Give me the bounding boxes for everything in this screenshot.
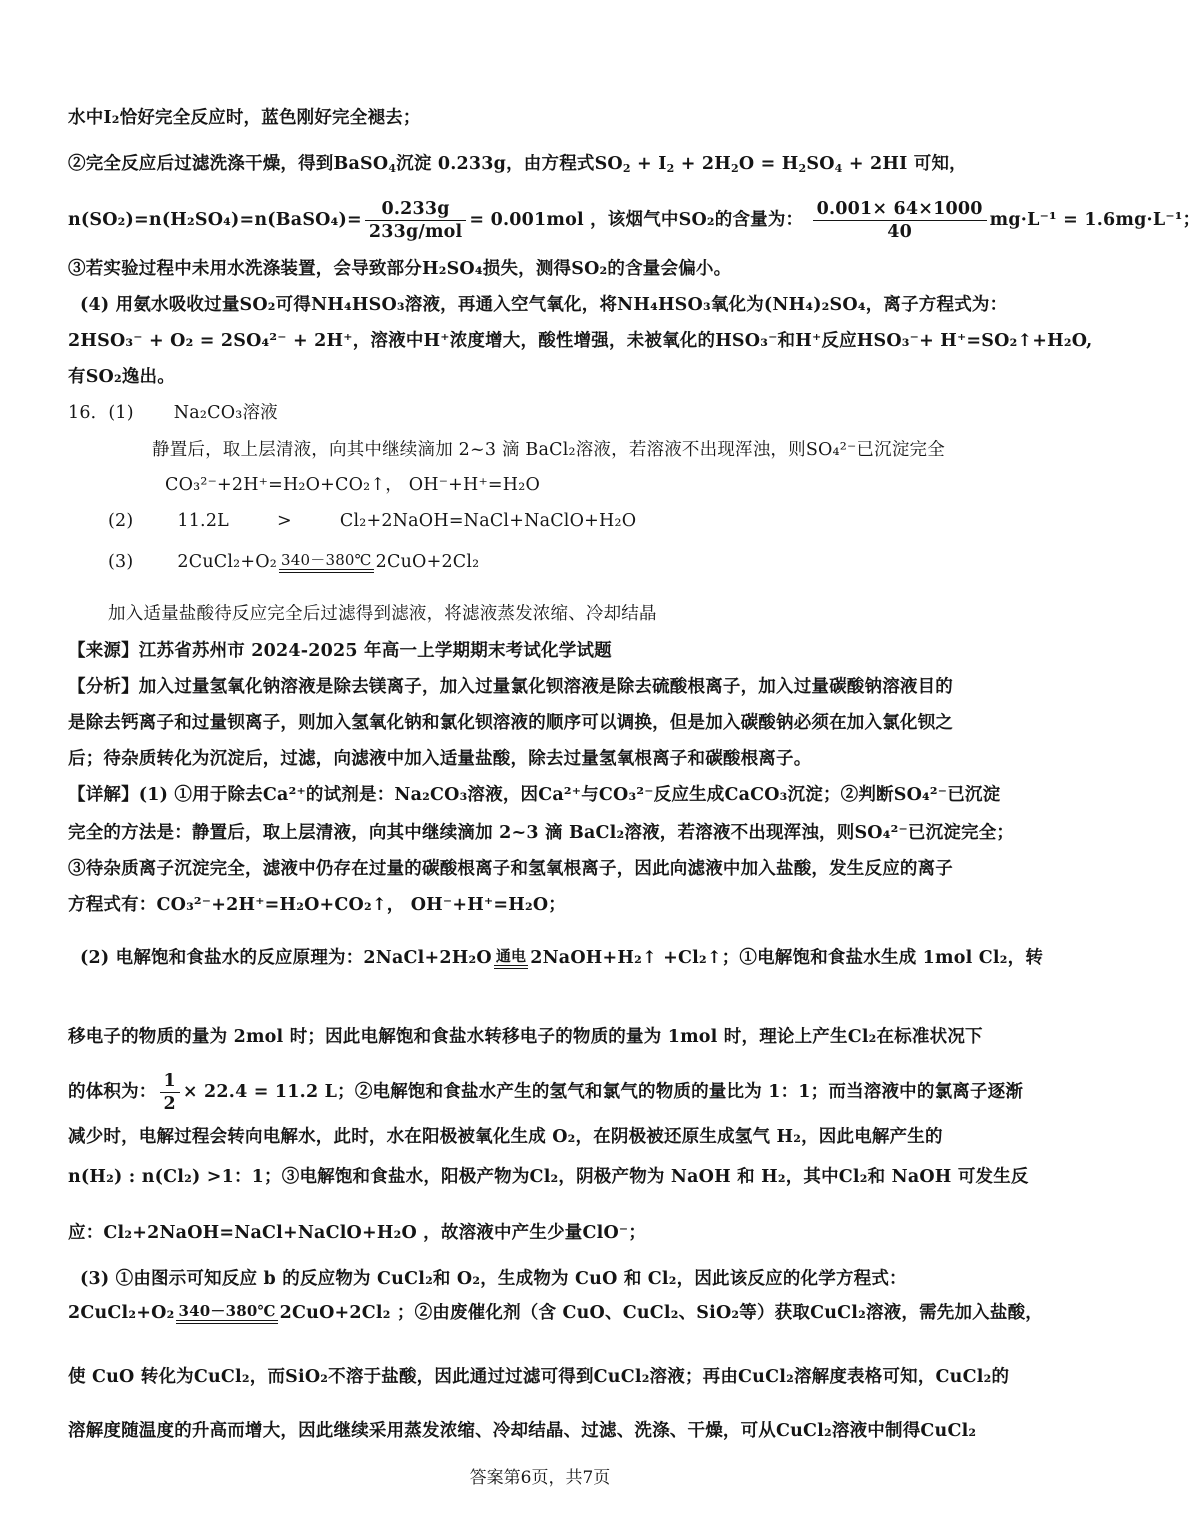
text-line: 2HSO₃⁻ + O₂ = 2SO₄²⁻ + 2H⁺，溶液中H⁺浓度增大，酸性增强，未被氧化的HSO₃⁻和H⁺反应HSO₃⁻+ H⁺=SO₂↑+H₂O, [68,331,1093,351]
text-line: 有SO₂逸出。 [68,367,175,387]
detail-line: 2CuCl₂+O₂ 340－380℃ 2CuO+2Cl₂ ；②由废催化剂（含 CuO、CuCl₂、SiO₂等）获取CuCl₂溶液，需先加入盐酸， [68,1302,1043,1323]
detail-line: 减少时，电解过程会转向电解水，此时，水在阳极被氧化生成 O₂，在阴极被还原生成氢气 H₂，因此电解产生的 [68,1127,943,1147]
analysis-line: 【分析】加入过量氢氧化钠溶液是除去镁离子，加入过量氯化钡溶液是除去硫酸根离子，加入过量碳酸钠溶液目的 [68,677,953,697]
detail-line: 移电子的物质的量为 2mol 时；因此电解饱和食盐水转移电子的物质的量为 1mol 时，理论上产生Cl₂在标准状况下 [68,1027,983,1047]
detail-line: 【详解】(1) ①用于除去Ca²⁺的试剂是：Na₂CO₃溶液，因Ca²⁺与CO₃²⁻反应生成CaCO₃沉淀；②判断SO₄²⁻已沉淀 [68,785,1001,805]
detail-line: 的体积为： $\frac{1}{2}$ × 22.4 = 11.2 L；②电解饱和食盐水产生的氢气和氯气的物质的量比为 1：1；而当溶液中的氯离子逐渐 [68,1071,1024,1114]
detail-line: (3) ①由图示可知反应 b 的反应物为 CuCl₂和 O₂，生成物为 CuO 和 Cl₂，因此该反应的化学方程式： [80,1269,907,1289]
q16-line: CO₃²⁻+2H⁺=H₂O+CO₂↑， OH⁻+H⁺=H₂O [165,475,541,495]
q16-line: (2) 11.2L > Cl₂+2NaOH=NaCl+NaClO+H₂O [108,511,637,531]
detail-line: n(H₂) : n(Cl₂) >1：1；③电解饱和食盐水，阳极产物为Cl₂，阴极产物为 NaOH 和 H₂，其中Cl₂和 NaOH 可发生反 [68,1167,1029,1187]
q16-line: 16．(1) Na₂CO₃溶液 [68,403,278,423]
analysis-line: 后；待杂质转化为沉淀后，过滤，向滤液中加入适量盐酸，除去过量氢氧根离子和碳酸根离子。 [68,749,812,769]
q16-line: (3) 2CuCl₂+O₂ 340－380℃ 2CuO+2Cl₂ [108,551,480,572]
source-line: 【来源】江苏省苏州市 2024-2025 年高一上学期期末考试化学试题 [68,641,612,661]
text-line: (4) 用氨水吸收过量SO₂可得NH₄HSO₃溶液，再通入空气氧化，将NH₄HSO₃氧化为(NH₄)₂SO₄，离子方程式为： [80,295,1008,315]
detail-line: 溶解度随温度的升高而增大，因此继续采用蒸发浓缩、冷却结晶、过滤、洗涤、干燥，可从CuCl₂溶液中制得CuCl₂ [68,1421,977,1441]
fraction: $\frac{0.001\times 64\times 1000}{40}$ [813,198,987,243]
q16-line: 静置后，取上层清液，向其中继续滴加 2~3 滴 BaCl₂溶液，若溶液不出现浑浊，则SO₄²⁻已沉淀完全 [152,440,945,460]
detail-line: 方程式有：CO₃²⁻+2H⁺=H₂O+CO₂↑， OH⁻+H⁺=H₂O； [68,895,566,915]
detail-line: 使 CuO 转化为CuCl₂，而SiO₂不溶于盐酸，因此通过过滤可得到CuCl₂溶液；再由CuCl₂溶解度表格可知，CuCl₂的 [68,1367,1010,1387]
page-footer: 答案第6页，共7页 [469,1468,611,1488]
text-line: n(SO₂)=n(H₂SO₄)=n(BaSO₄)= $\frac{0.233g}{\text{233g/mol}}$ = 0.001mol ，该烟气中SO₂的含量为： $\frac{0.001\times 64\times 1000}{40}$ mg·L⁻¹ = 1.6mg·L⁻¹； [68,199,1200,242]
text-line: ③若实验过程中未用水洗涤装置，会导致部分H₂SO₄损失，测得SO₂的含量会偏小。 [68,259,732,279]
text-line: 水中I₂恰好完全反应时，蓝色刚好完全褪去； [68,108,421,128]
reaction-condition: 340－380℃ [176,1302,277,1324]
reaction-condition: 通电 [494,947,528,969]
detail-line: 应：Cl₂+2NaOH=NaCl+NaClO+H₂O ，故溶液中产生少量ClO⁻； [68,1223,647,1243]
text-line: ②完全反应后过滤洗涤干燥，得到BaSO$_4$沉淀 0.233g，由方程式$SO_2 + I_2 + 2H_2O = H_2SO_4 + 2HI$ 可知， [68,154,967,175]
fraction: $\frac{0.233g}{\text{233g/mol}}$ [365,198,467,243]
detail-line: (2) 电解饱和食盐水的反应原理为：2NaCl+2H₂O 通电 2NaOH+H₂↑ +Cl₂↑；①电解饱和食盐水生成 1mol Cl₂，转 [80,947,1044,968]
detail-line: 完全的方法是：静置后，取上层清液，向其中继续滴加 2~3 滴 BaCl₂溶液，若溶液不出现浑浊，则SO₄²⁻已沉淀完全； [68,823,1015,843]
fraction: $\frac{1}{2}$ [160,1070,180,1115]
reaction-condition: 340－380℃ [279,551,374,573]
analysis-line: 是除去钙离子和过量钡离子，则加入氢氧化钠和氯化钡溶液的顺序可以调换，但是加入碳酸钠必须在加入氯化钡之 [68,713,953,733]
q16-line: 加入适量盐酸待反应完全后过滤得到滤液，将滤液蒸发浓缩、冷却结晶 [108,604,657,624]
detail-line: ③待杂质离子沉淀完全，滤液中仍存在过量的碳酸根离子和氢氧根离子，因此向滤液中加入盐酸，发生反应的离子 [68,859,953,879]
